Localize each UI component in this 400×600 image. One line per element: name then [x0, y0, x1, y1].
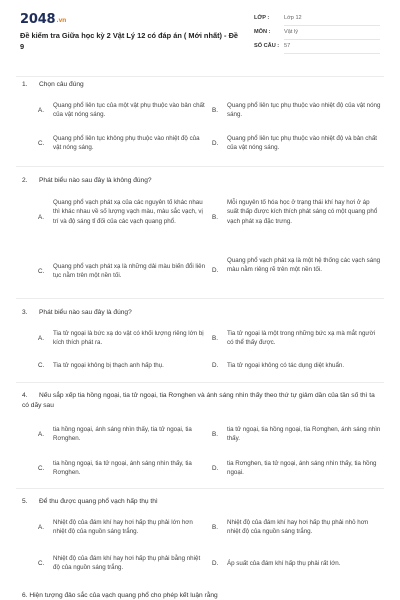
option-c[interactable]: C. Quang phổ vạch phát xạ là những dải màu biến đổi liên tục nằm trên một nền tối.: [38, 263, 206, 280]
option-d[interactable]: D. Áp suất của đám khí hấp thụ phải rất lớn.: [212, 560, 341, 567]
meta-question-count: SỐ CÂU : 57: [254, 42, 380, 54]
option-a[interactable]: A. Nhiệt độ của đám khí hay hơi hấp thụ phải lớn hơn nhiệt độ của nguồn sáng trắng.: [38, 519, 193, 536]
option-d[interactable]: D. tia Rơnghen, tia tử ngoại, ánh sáng nhìn thấy, tia hồng ngoại.: [212, 460, 377, 477]
option-b[interactable]: B. tia tử ngoại, tia hồng ngoại, tia Rơnghen, ánh sáng nhìn thấy.: [212, 426, 381, 443]
option-a[interactable]: A. tia hồng ngoại, ánh sáng nhìn thấy, tia tử ngoại, tia Rơnghen.: [38, 426, 192, 443]
divider: [16, 76, 384, 77]
question-stem: 4. Nếu sắp xếp tia hồng ngoại, tia tử ngoại, tia Rơnghen và ánh sáng nhìn thấy theo thứ tự giảm dần của tần số thì ta có dãy sau: [22, 392, 375, 409]
question-stem: 3. Phát biểu nào sau đây là đúng?: [22, 309, 132, 316]
option-b[interactable]: B. Tia tử ngoại là một trong những bức xạ mà mắt người có thể thấy được.: [212, 330, 375, 347]
option-b[interactable]: B. Quang phổ liên tục phụ thuộc vào nhiệt độ của vật nóng sáng.: [212, 102, 381, 119]
divider: [16, 166, 384, 167]
option-a[interactable]: A. Quang phổ liên tục của một vật phụ thuộc vào bản chất của vật nóng sáng.: [38, 102, 205, 119]
option-c[interactable]: C. Tia tử ngoại không bị thạch anh hấp thụ.: [38, 362, 164, 369]
option-c[interactable]: C. Nhiệt độ của đám khí hay hơi hấp thụ phải bằng nhiệt độ của nguồn sáng trắng.: [38, 555, 201, 572]
question-6-partial: 6. Hiện tượng đảo sắc của vạch quang phổ cho phép kết luận rằng: [22, 592, 218, 599]
option-d[interactable]: D. Tia tử ngoại không có tác dụng diệt khuẩn.: [212, 362, 345, 369]
divider: [16, 382, 384, 383]
divider: [16, 488, 384, 489]
option-c[interactable]: C. Quang phổ liên tục không phụ thuộc vào nhiệt độ của vật nóng sáng.: [38, 135, 200, 152]
question-stem: 2. Phát biểu nào sau đây là không đúng?: [22, 177, 152, 184]
question-stem: 1. Chọn câu đúng: [22, 81, 84, 88]
option-a[interactable]: A. Tia tử ngoại là bức xạ do vật có khối lượng riêng lớn bị kích thích phát ra.: [38, 330, 204, 347]
question-stem: 5. Để thu được quang phổ vạch hấp thụ thì: [22, 498, 158, 505]
option-c[interactable]: C. tia hồng ngoại, tia tử ngoại, ánh sáng nhìn thấy, tia Rơnghen.: [38, 460, 192, 477]
page-header: [0, 0, 400, 70]
divider: [16, 298, 384, 299]
document-title: Đề kiểm tra Giữa học kỳ 2 Vật Lý 12 có đáp án ( Mới nhất) - Đề 9: [20, 31, 239, 51]
option-d[interactable]: D. Quang phổ vạch phát xạ là một hệ thống các vạch sáng màu nằm riêng rẽ trên một nền tối.: [212, 257, 381, 274]
site-logo[interactable]: 2048.vn: [20, 12, 67, 27]
option-a[interactable]: A. Quang phổ vạch phát xạ của các nguyên tố khác nhau thì khác nhau về số lượng vạch màu, màu sắc vạch, vị trí và độ sáng tỉ đối của các vạch quang phổ.: [38, 199, 203, 225]
meta-subject: MÔN : Vật lý: [254, 28, 380, 40]
option-d[interactable]: D. Quang phổ liên tục phụ thuộc vào nhiệt độ và bản chất của vật nóng sáng.: [212, 135, 377, 152]
option-b[interactable]: B. Mỗi nguyên tố hóa học ở trạng thái khí hay hơi ở áp suất thấp được kích thích phát sáng có một quang phổ vạch phát xạ đặc trưng.: [212, 199, 378, 225]
meta-class: LỚP : Lớp 12: [254, 14, 380, 26]
option-b[interactable]: B. Nhiệt độ của đám khí hay hơi hấp thụ phải nhỏ hơn nhiệt độ của nguồn sáng trắng.: [212, 519, 369, 536]
